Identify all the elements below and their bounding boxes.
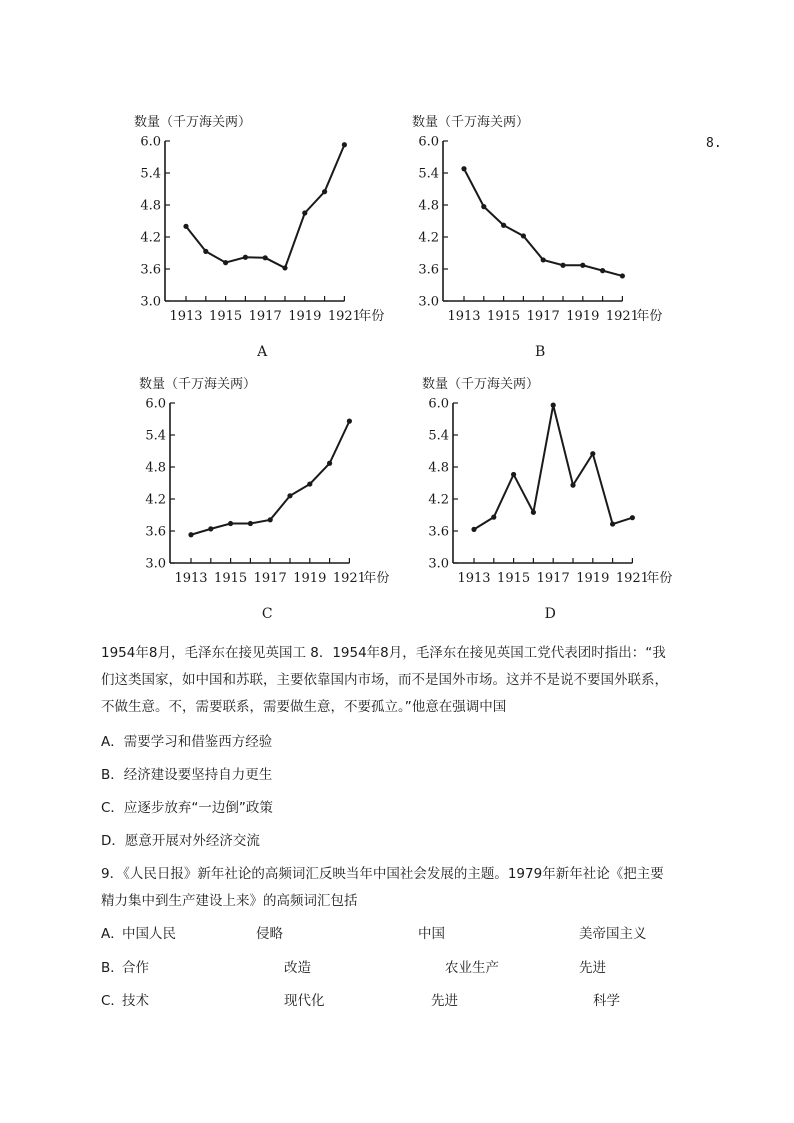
data-point <box>481 204 486 209</box>
y-axis-label: 数量（千万海关两） <box>412 115 530 130</box>
x-tick-label: 1919 <box>293 571 327 586</box>
x-tick-label: 1917 <box>526 309 560 324</box>
y-tick-label: 4.2 <box>140 230 161 246</box>
option-word: 侵略 <box>256 926 283 942</box>
x-tick-label: 1915 <box>487 309 521 324</box>
data-point <box>287 493 292 498</box>
question-8-stem-line-3: 不做生意。不，需要联系，需要做生意，不要孤立。”他意在强调中国 <box>101 699 507 715</box>
option-word: 先进 <box>579 960 606 976</box>
y-tick-label: 6.0 <box>418 134 439 150</box>
series-line <box>186 145 344 268</box>
x-tick-label: 1919 <box>566 309 600 324</box>
y-tick-label: 3.6 <box>140 262 161 278</box>
x-axis-unit: 年份 <box>363 571 390 586</box>
y-tick-label: 5.4 <box>418 166 439 182</box>
option-word: 中国 <box>418 926 445 942</box>
y-tick-label: 3.0 <box>145 556 166 572</box>
data-point <box>491 515 496 520</box>
data-point <box>302 210 307 215</box>
data-point <box>600 268 605 273</box>
data-point <box>183 224 188 229</box>
x-tick-label: 1921 <box>605 309 639 324</box>
y-tick-label: 4.8 <box>140 198 161 214</box>
data-point <box>461 166 466 171</box>
y-tick-label: 4.2 <box>418 230 439 246</box>
data-point <box>208 526 213 531</box>
data-point <box>560 263 565 268</box>
option-word: 合作 <box>122 960 149 976</box>
chart-b <box>388 108 688 362</box>
question-8-option-a[interactable]: A．需要学习和借鉴西方经验 <box>101 734 273 750</box>
x-tick-label: 1919 <box>576 571 610 586</box>
chart-d-svg <box>398 370 698 620</box>
question-8-option-d[interactable]: D．愿意开展对外经济交流 <box>101 833 260 849</box>
y-tick-label: 4.8 <box>428 460 449 476</box>
data-point <box>570 483 575 488</box>
x-tick-label: 1913 <box>174 571 208 586</box>
y-tick-label: 5.4 <box>140 166 161 182</box>
y-tick-label: 3.0 <box>140 294 161 310</box>
data-point <box>610 521 615 526</box>
question-9-stem-line-1: 9．《人民日报》新年社论的高频词汇反映当年中国社会发展的主题。1979年新年社论《把主要 <box>101 866 664 882</box>
data-point <box>248 521 253 526</box>
x-axis-unit: 年份 <box>636 309 663 324</box>
data-point <box>531 510 536 515</box>
y-tick-label: 3.6 <box>418 262 439 278</box>
series-line <box>474 405 632 529</box>
chart-a-svg <box>110 108 400 358</box>
data-point <box>188 532 193 537</box>
y-axis-label: 数量（千万海关两） <box>422 377 540 392</box>
chart-option-letter: D <box>544 606 556 622</box>
chart-a <box>110 108 400 362</box>
chart-d <box>398 370 698 624</box>
data-point <box>620 273 625 278</box>
question-8-stem-line-2: 们这类国家，如中国和苏联，主要依靠国内市场，而不是国外市场。这并不是说不要国外联系， <box>101 672 668 688</box>
chart-b-svg <box>388 108 688 358</box>
question-8-stem-line-1: 1954年8月，毛泽东在接见英国工 8．1954年8月，毛泽东在接见英国工党代表团时指出：“我 <box>101 645 666 661</box>
chart-c-svg <box>115 370 405 620</box>
question-8-option-c[interactable]: C．应逐步放弃“一边倒”政策 <box>101 800 273 816</box>
x-tick-label: 1913 <box>169 309 203 324</box>
x-tick-label: 1913 <box>447 309 481 324</box>
y-tick-label: 3.6 <box>428 524 449 540</box>
y-tick-label: 4.2 <box>428 492 449 508</box>
data-point <box>342 142 347 147</box>
option-word: 美帝国主义 <box>579 926 647 942</box>
x-tick-label: 1913 <box>457 571 491 586</box>
data-point <box>630 515 635 520</box>
x-tick-label: 1915 <box>214 571 248 586</box>
y-axis-label: 数量（千万海关两） <box>134 115 252 130</box>
y-axis-label: 数量（千万海关两） <box>139 377 257 392</box>
option-word: 中国人民 <box>122 926 176 942</box>
question-9-stem-line-2: 精力集中到生产建设上来》的高频词汇包括 <box>101 893 358 909</box>
x-tick-label: 1921 <box>615 571 649 586</box>
option-label: B． <box>101 960 124 976</box>
data-point <box>228 521 233 526</box>
option-word: 现代化 <box>284 993 325 1009</box>
data-point <box>590 451 595 456</box>
x-tick-label: 1917 <box>536 571 570 586</box>
data-point <box>203 249 208 254</box>
data-point <box>322 189 327 194</box>
option-label: C． <box>101 993 124 1009</box>
y-tick-label: 4.8 <box>145 460 166 476</box>
data-point <box>307 481 312 486</box>
x-axis-unit: 年份 <box>646 571 673 586</box>
data-point <box>223 260 228 265</box>
x-tick-label: 1915 <box>497 571 531 586</box>
option-word: 先进 <box>431 993 458 1009</box>
y-tick-label: 6.0 <box>428 396 449 412</box>
y-tick-label: 5.4 <box>145 428 166 444</box>
data-point <box>501 223 506 228</box>
data-point <box>521 233 526 238</box>
data-point <box>327 461 332 466</box>
option-label: A． <box>101 926 124 942</box>
x-tick-label: 1917 <box>253 571 287 586</box>
chart-c <box>115 370 405 624</box>
y-tick-label: 6.0 <box>140 134 161 150</box>
data-point <box>263 255 268 260</box>
option-word: 改造 <box>284 960 311 976</box>
data-point <box>471 527 476 532</box>
y-tick-label: 5.4 <box>428 428 449 444</box>
data-point <box>580 263 585 268</box>
x-tick-label: 1921 <box>332 571 366 586</box>
data-point <box>511 472 516 477</box>
data-point <box>282 265 287 270</box>
x-tick-label: 1917 <box>248 309 282 324</box>
data-point <box>551 403 556 408</box>
chart-option-letter: B <box>535 344 546 360</box>
question-8-option-b[interactable]: B．经济建设要坚持自力更生 <box>101 767 273 783</box>
x-axis-unit: 年份 <box>358 309 385 324</box>
data-point <box>541 257 546 262</box>
y-tick-label: 4.2 <box>145 492 166 508</box>
y-tick-label: 4.8 <box>418 198 439 214</box>
data-point <box>268 517 273 522</box>
option-word: 技术 <box>122 993 149 1009</box>
chart-option-letter: C <box>261 606 273 622</box>
y-tick-label: 6.0 <box>145 396 166 412</box>
y-tick-label: 3.0 <box>428 556 449 572</box>
option-word: 农业生产 <box>445 960 499 976</box>
x-tick-label: 1919 <box>288 309 322 324</box>
y-tick-label: 3.6 <box>145 524 166 540</box>
y-tick-label: 3.0 <box>418 294 439 310</box>
question-8-number: 8. <box>706 136 722 151</box>
x-tick-label: 1915 <box>209 309 243 324</box>
option-word: 科学 <box>593 993 620 1009</box>
chart-option-letter: A <box>257 344 268 360</box>
x-tick-label: 1921 <box>327 309 361 324</box>
data-point <box>243 255 248 260</box>
data-point <box>347 419 352 424</box>
